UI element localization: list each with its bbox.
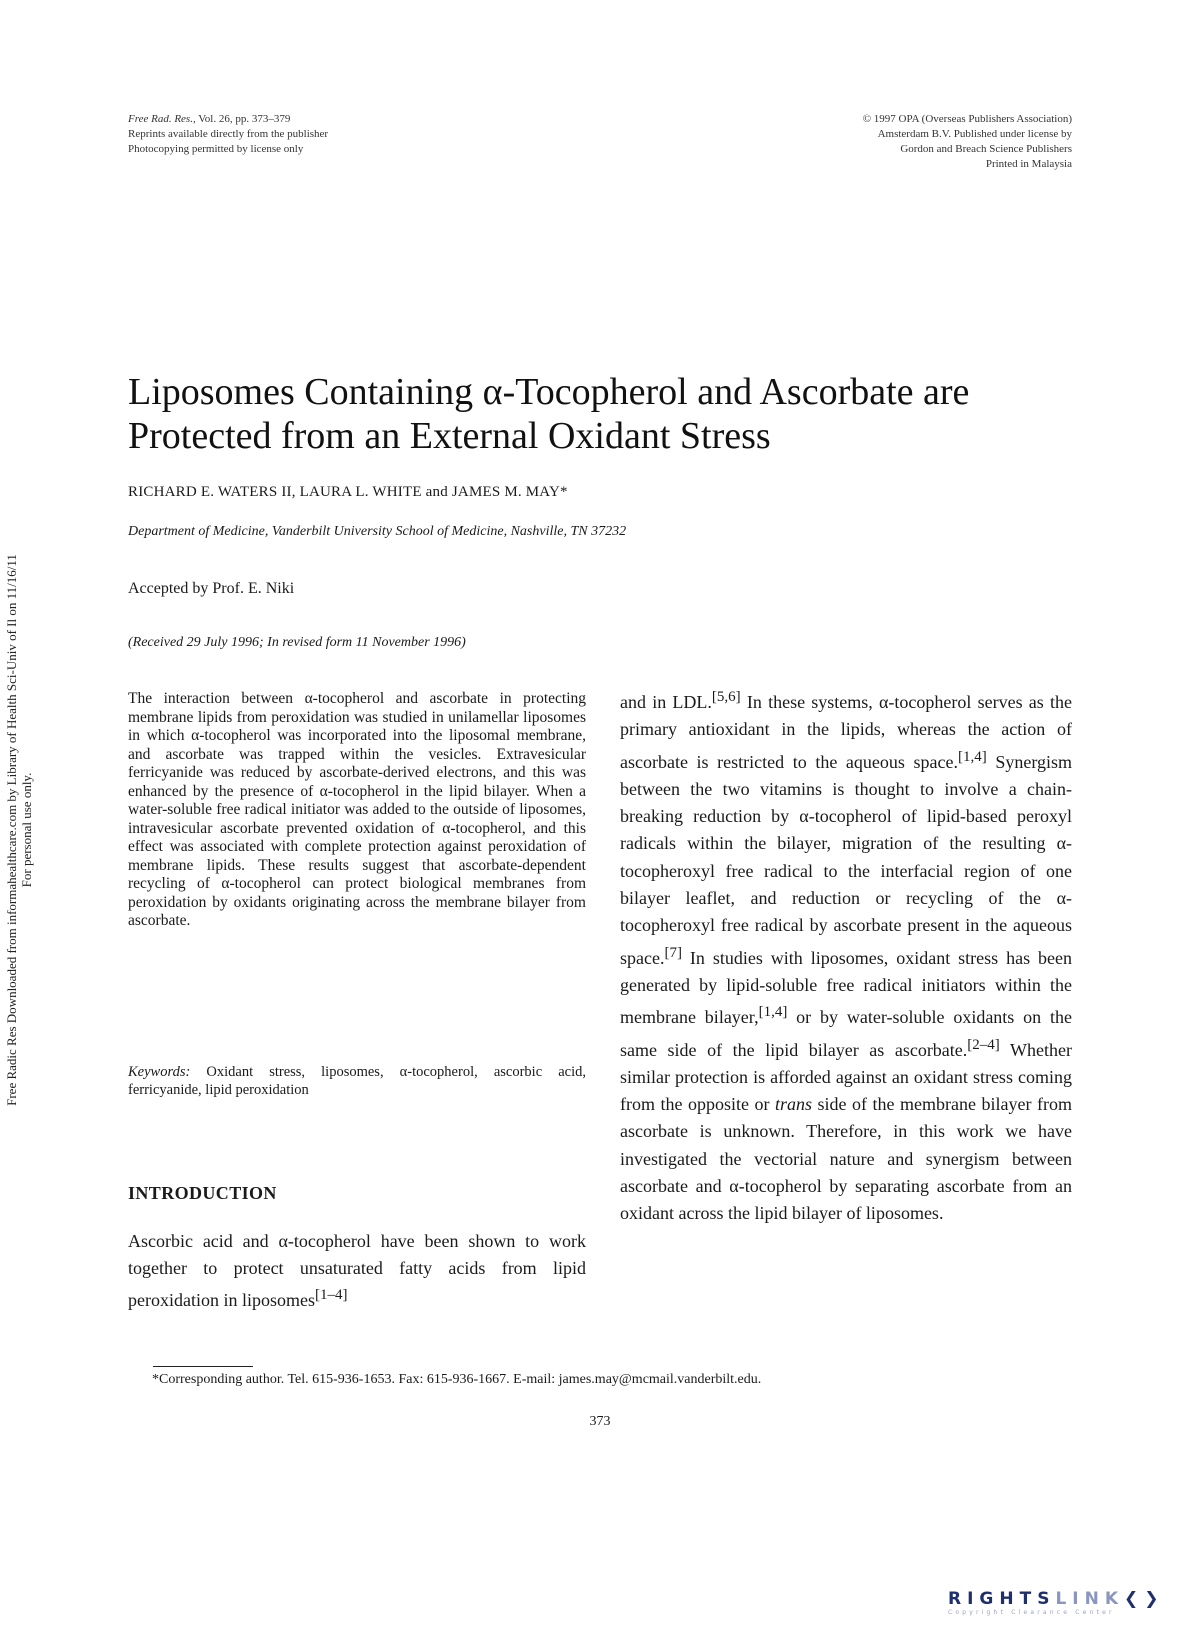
keywords xyxy=(128,1063,586,1099)
intro-paragraph-left xyxy=(128,1228,586,1314)
copyright-line: © 1997 OPA (Overseas Publishers Association) xyxy=(862,113,1072,125)
citation-ref: [2–4] xyxy=(967,1036,1000,1053)
photocopying-note: Photocopying permitted by license only xyxy=(128,143,304,155)
keywords-label: Keywords: xyxy=(128,1064,191,1080)
page-number: 373 xyxy=(589,1414,611,1429)
intro-text: In studies with liposomes, oxidant stress has been generated by lipid-soluble free radical initiators within the membrane bilayer, xyxy=(620,947,1072,1028)
citation-ref: [5,6] xyxy=(711,689,741,705)
publisher-line: Amsterdam B.V. Published under license by xyxy=(877,128,1072,140)
intro-text: Synergism between the two vitamins is thought to involve a chain-breaking reduction by α-tocopherol of lipid-based peroxyl radicals within the bilayer, migration of the resulting α-tocopheroxyl free radical to the interfacial region of one bilayer leaflet, and reduction or recycling of the α-tocopheroxyl free radical by ascorbate present in the aqueous space. xyxy=(620,751,1072,968)
accepted-by: Accepted by Prof. E. Niki xyxy=(128,580,295,597)
citation-ref: [1–4] xyxy=(314,1287,348,1303)
citation-ref: [1,4] xyxy=(957,748,987,765)
journal-volume-pages: , Vol. 26, pp. 373–379 xyxy=(192,113,291,125)
article-title xyxy=(128,370,1088,458)
citation-ref: [1,4] xyxy=(758,1004,788,1021)
rightslink-tagline: Copyright Clearance Center xyxy=(948,1609,1115,1616)
intro-text: side of the membrane bilayer from ascorbate is unknown. Therefore, in this work we have investigated the vectorial nature and synergism between ascorbate and α-tocopherol by separating ascorbate from an oxidant across the lipid bilayer of liposomes. xyxy=(620,1094,1072,1224)
intro-text: In these systems, α-tocopherol serves as the primary antioxidant in the lipids, whereas the action of ascorbate is restricted to the aqueous space. xyxy=(620,692,1072,772)
rightslink-logo[interactable] xyxy=(948,1589,1165,1629)
personal-use-note: For personal use only. xyxy=(19,772,34,888)
intro-italic-term: trans xyxy=(775,1094,813,1115)
received-dates: (Received 29 July 1996; In revised form 11 November 1996) xyxy=(128,635,466,650)
keywords-list: Oxidant stress, liposomes, α-tocopherol, ascorbic acid, ferricyanide, lipid peroxidation xyxy=(128,1064,586,1098)
journal-name: Free Rad. Res. xyxy=(128,113,193,125)
title-line-1: Liposomes Containing α-Tocopherol and Ascorbate are xyxy=(128,371,970,413)
citation-ref: [7] xyxy=(664,944,682,961)
author-list: RICHARD E. WATERS II, LAURA L. WHITE and JAMES M. MAY* xyxy=(128,484,568,500)
rightslink-brand-a: RIGHTS xyxy=(948,1589,1056,1609)
download-side-note xyxy=(4,460,34,1200)
rightslink-wordmark xyxy=(948,1589,1165,1609)
intro-text: Ascorbic acid and α-tocopherol have been shown to work together to protect unsaturated fatty acids from lipid peroxidation in liposomes xyxy=(128,1231,586,1310)
affiliation: Department of Medicine, Vanderbilt University School of Medicine, Nashville, TN 37232 xyxy=(128,524,627,539)
rightslink-brand-b: LINK xyxy=(1055,1589,1124,1609)
section-heading-introduction: INTRODUCTION xyxy=(128,1183,277,1203)
download-note-line: Free Radic Res Downloaded from informahealthcare.com by Library of Health Sci-Univ of Il on 11/16/11 xyxy=(4,554,19,1106)
title-line-2: Protected from an External Oxidant Stress xyxy=(128,415,771,457)
license-line: Gordon and Breach Science Publishers xyxy=(900,143,1072,155)
abstract: The interaction between α-tocopherol and ascorbate in protecting membrane lipids from peroxidation was studied in unilamellar liposomes in which α-tocopherol was incorporated into the liposomal membrane, and ascorbate was trapped within the vesicles. Extravesicular ferricyanide was reduced by ascorbate-derived electrons, and this was enhanced by the presence of α-tocopherol in the lipid bilayer. When a water-soluble free radical initiator was added to the outside of liposomes, intravesicular ascorbate prevented oxidation of α-tocopherol, and this effect was associated with complete protection against peroxidation of membrane lipids. These results suggest that ascorbate-dependent recycling of α-tocopherol can protect biological membranes from peroxidation by oxidants originating across the membrane bilayer from ascorbate. xyxy=(128,690,586,929)
footnote-divider xyxy=(153,1366,253,1367)
reprints-note: Reprints available directly from the publisher xyxy=(128,128,329,140)
intro-text: and in LDL. xyxy=(620,692,712,712)
intro-text: Whether similar protection is afforded against an oxidant stress coming from the opposite or xyxy=(620,1039,1072,1115)
intro-paragraph-right xyxy=(620,684,1072,1228)
journal-citation-header xyxy=(128,112,488,157)
corresponding-author-footnote: *Corresponding author. Tel. 615-936-1653. Fax: 615-936-1667. E-mail: james.may@mcmail.vanderbilt.edu. xyxy=(152,1372,762,1387)
printed-line: Printed in Malaysia xyxy=(985,158,1072,170)
intro-text: or by water-soluble oxidants on the same side of the lipid bilayer as ascorbate. xyxy=(620,1007,1073,1060)
link-arrows-icon: ❮❯ xyxy=(1124,1589,1165,1609)
copyright-header xyxy=(652,112,1072,172)
